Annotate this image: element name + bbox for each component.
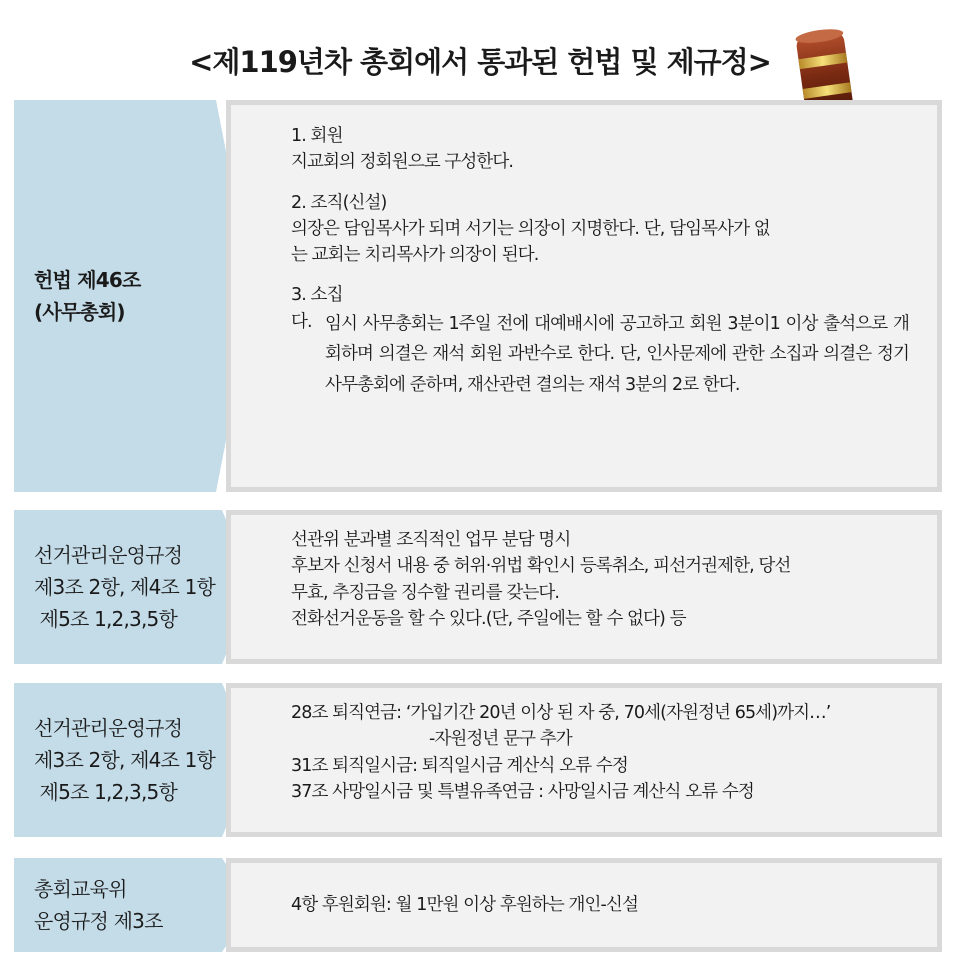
text-line: 28조 퇴직연금: ‘가입기간 20년 이상 된 자 중, 70세(자원정년 65세)까지…’ (291, 703, 831, 723)
row-2-content (226, 510, 942, 664)
text-line: 의장은 담임목사가 되며 서기는 의장이 지명한다. 단, 담임목사가 없 (291, 218, 770, 239)
text-line: -자원정년 문구 추가 (429, 729, 572, 750)
hanging-paragraph (291, 309, 909, 401)
row-4-label (14, 858, 254, 952)
label-line: 제5조 1,2,3,5항 (34, 780, 177, 804)
label-line: 선거관리운영규정 (34, 543, 183, 567)
label-line: 선거관리운영규정 (34, 716, 183, 740)
label-line: 헌법 제46조 (34, 268, 141, 292)
label-line: (사무총회) (34, 300, 125, 324)
row-3-content (226, 683, 942, 837)
section-members (291, 123, 909, 176)
section-heading: 3. 소집 (291, 285, 343, 306)
text-line: 선관위 분과별 조직적인 업무 분담 명시 (291, 530, 571, 550)
text-line: 4항 후원회원: 월 1만원 이상 후원하는 개인-신설 (291, 894, 638, 915)
text-line: 는 교회는 치리목사가 의장이 된다. (291, 245, 539, 265)
text-line: 37조 사망일시금 및 특별유족연금 : 사망일시금 계산식 오류 수정 (291, 781, 754, 802)
text-line: 31조 퇴직일시금: 퇴직일시금 계산식 오류 수정 (291, 755, 628, 776)
label-line: 제3조 2항, 제4조 1항 (34, 748, 216, 772)
label-line: 총회교육위 (34, 877, 127, 901)
section-convening (291, 282, 909, 400)
row-3-label (14, 683, 254, 837)
row-1-label (14, 100, 254, 492)
list-marker: 다. (291, 311, 312, 332)
row-2-label (14, 510, 254, 664)
text-line: 지교회의 정회원으로 구성한다. (291, 152, 514, 173)
section-heading: 1. 회원 (291, 126, 343, 146)
label-line: 운영규정 제3조 (34, 909, 163, 933)
text-line: 무효, 추징금을 징수할 권리를 갖는다. (291, 582, 560, 603)
row-1-content (226, 100, 942, 492)
text-line: 전화선거운동을 할 수 있다.(단, 주일에는 할 수 없다) 등 (291, 608, 686, 629)
row-4-content (226, 858, 942, 952)
label-line: 제3조 2항, 제4조 1항 (34, 575, 216, 599)
text-line: 후보자 신청서 내용 중 허위·위법 확인시 등록취소, 피선거권제한, 당선 (291, 556, 791, 577)
section-organization (291, 190, 909, 269)
section-heading: 2. 조직(신설) (291, 192, 387, 213)
page-title: <제119년차 총회에서 통과된 헌법 및 제규정> (189, 45, 771, 79)
label-line: 제5조 1,2,3,5항 (34, 607, 177, 631)
paragraph-text: 임시 사무총회는 1주일 전에 대예배시에 공고하고 회원 3분이1 이상 출석으로 개회하며 의결은 재석 회원 과반수로 한다. 단, 인사문제에 관한 소집과 의결은 정기 사무총회에 준하며, 재산관련 결의는 재석 3분의 2로 한다. (325, 313, 909, 395)
